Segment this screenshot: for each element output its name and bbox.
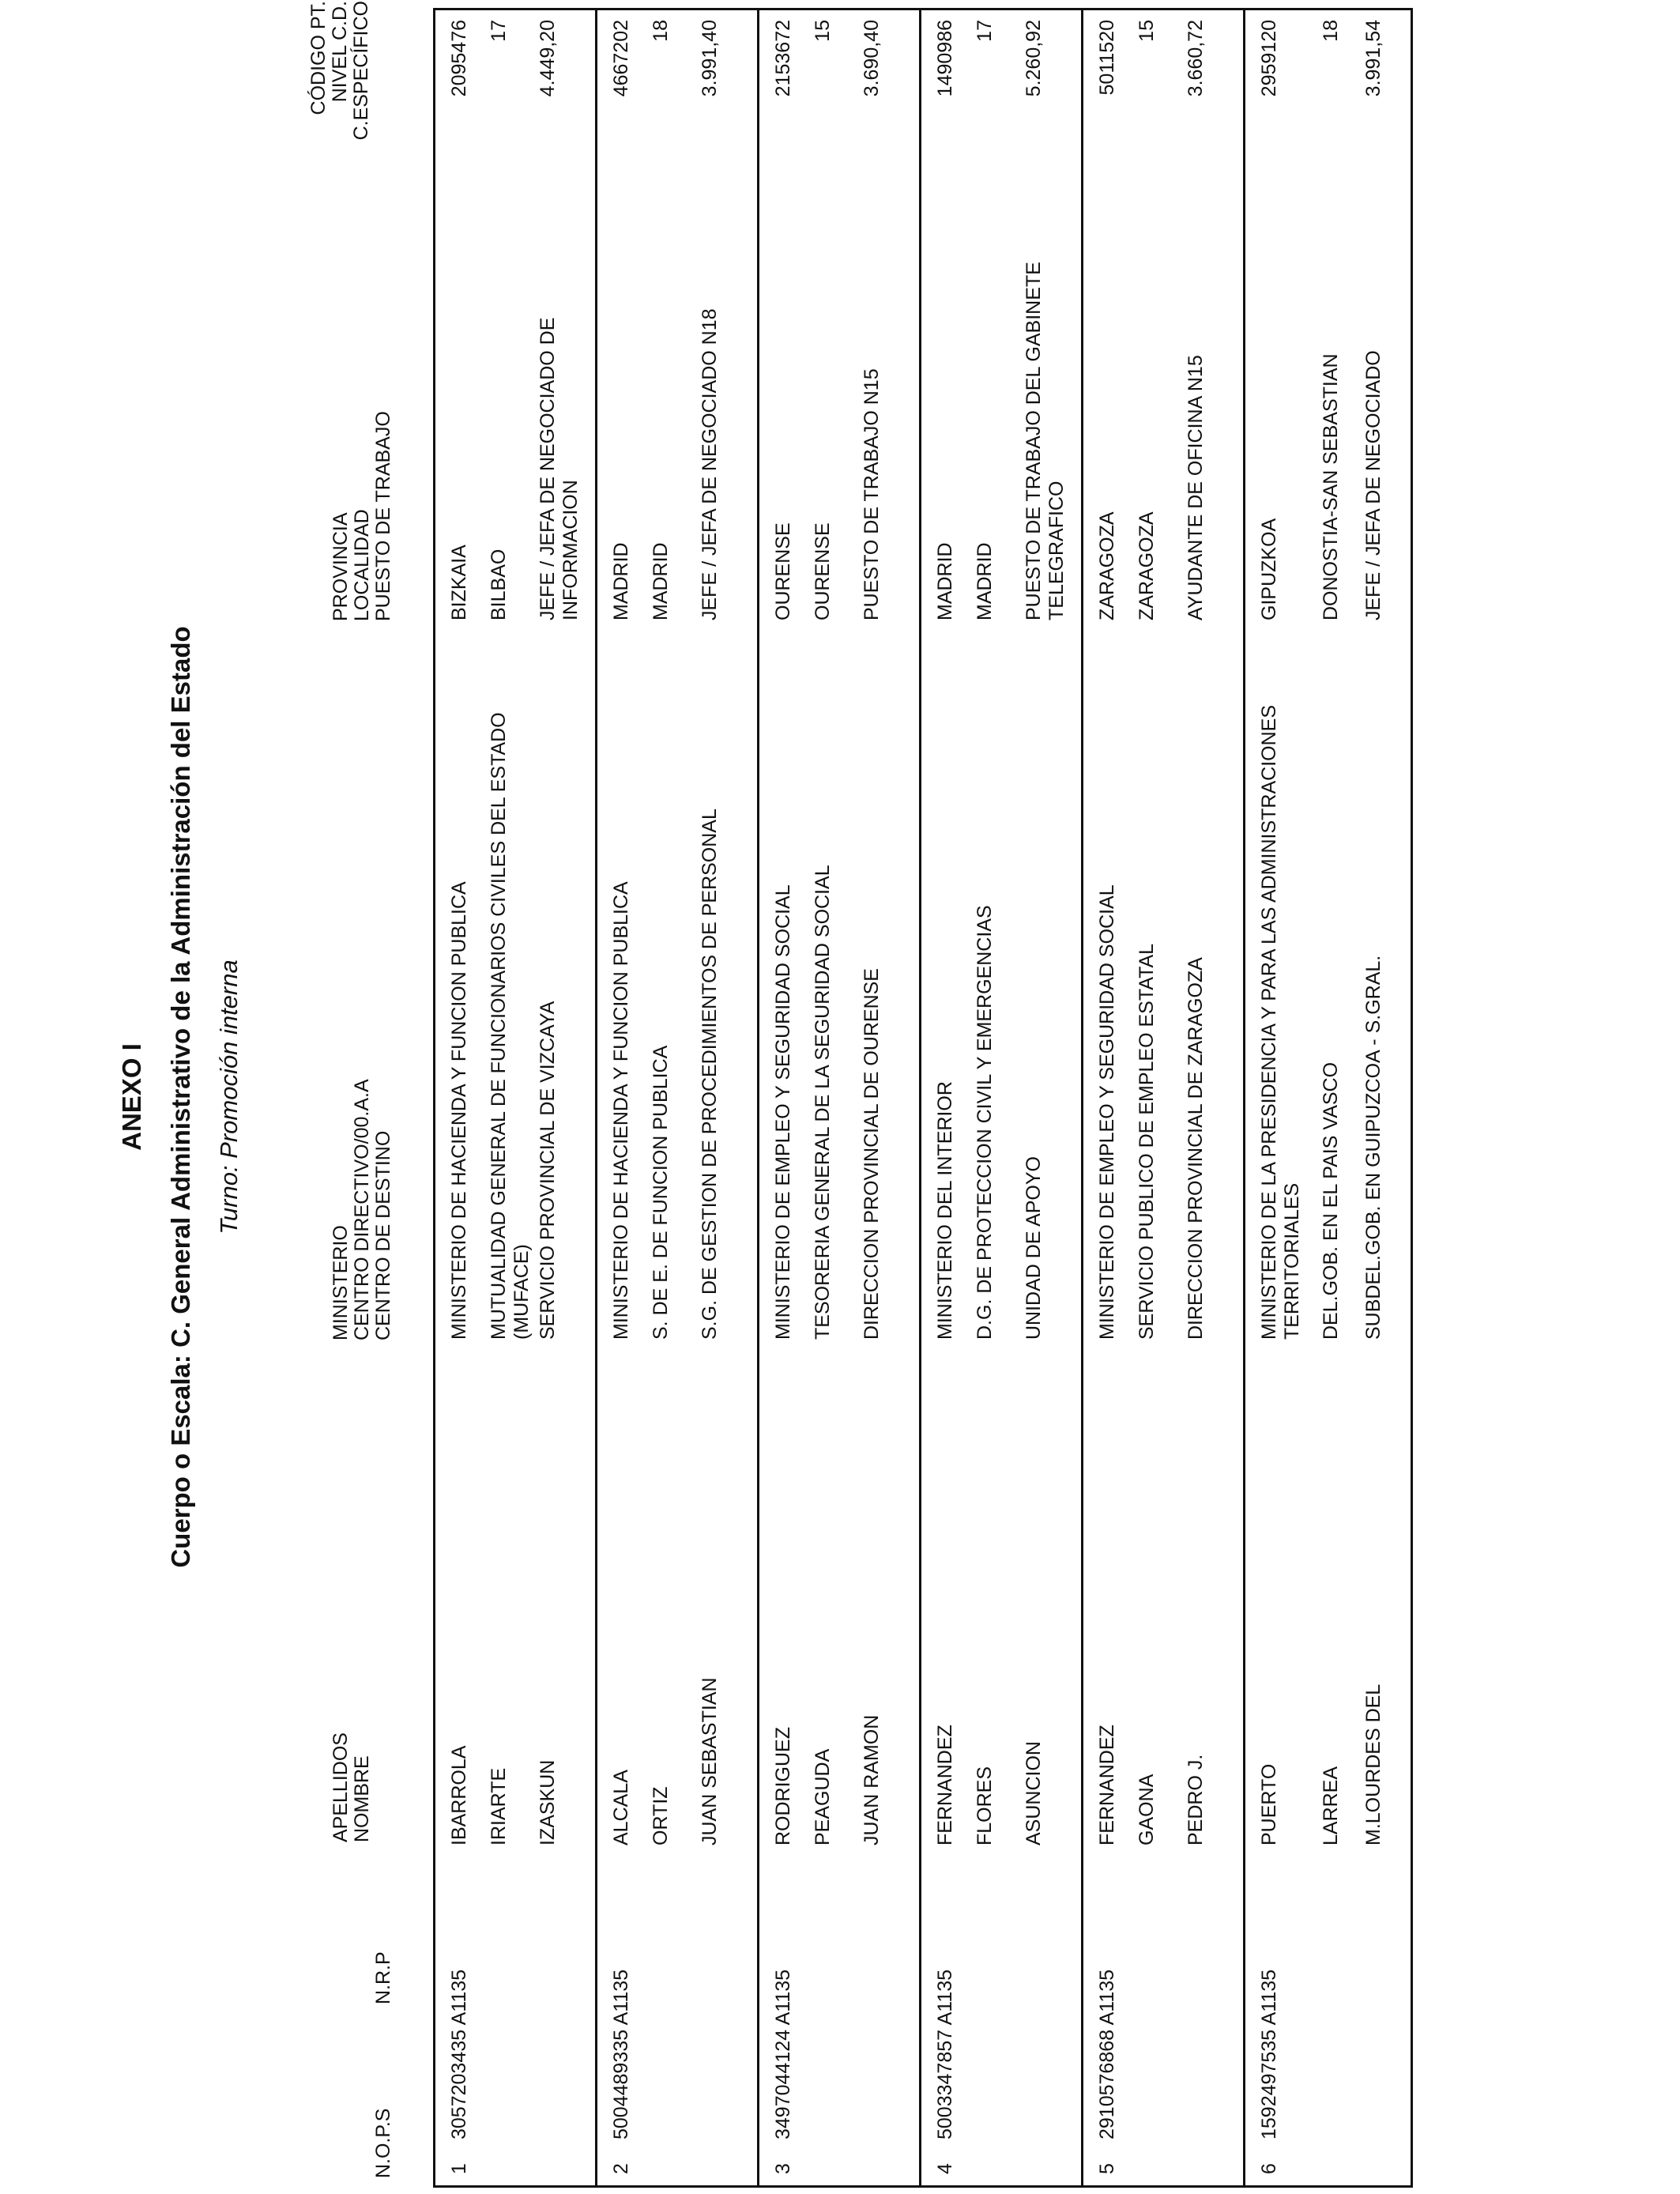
row-codigo: 2959120: [1258, 20, 1280, 97]
row-nivel: 15: [1136, 20, 1158, 42]
row-localidad: MADRID: [650, 542, 672, 620]
table-row: [597, 10, 759, 2185]
row-provincia: GIPUZKOA: [1258, 518, 1280, 620]
row-apellido2: ORTIZ: [650, 1786, 672, 1845]
row-centro-destino: DIRECCION PROVINCIAL DE ZARAGOZA: [1185, 957, 1207, 1340]
row-ministerio: MINISTERIO DE EMPLEO Y SEGURIDAD SOCIAL: [1096, 884, 1118, 1340]
row-codigo: 1490986: [934, 20, 956, 97]
row-especifico: 4.449,20: [537, 20, 559, 97]
row-centro-directivo: DEL.GOB. EN EL PAIS VASCO: [1320, 1061, 1342, 1340]
row-ministerio: MINISTERIO DE HACIENDA Y FUNCION PUBLICA: [448, 881, 470, 1340]
header-apellidos: APELLIDOS NOMBRE: [330, 1732, 373, 1842]
header-nops: N.O.P.S: [372, 2108, 394, 2178]
row-nombre: IZASKUN: [537, 1759, 559, 1845]
table-row: [435, 10, 597, 2185]
row-nombre: PEDRO J.: [1185, 1754, 1207, 1845]
row-number: 3: [772, 2163, 794, 2174]
row-apellido2: PEAGUDA: [812, 1748, 834, 1845]
row-nrp: 5003347857 A1135: [934, 1969, 956, 2139]
row-apellido2: GAONA: [1136, 1774, 1158, 1845]
row-provincia: ZARAGOZA: [1096, 511, 1118, 620]
row-nombre: M.LOURDES DEL: [1362, 1683, 1384, 1845]
row-nivel: 17: [974, 20, 996, 42]
row-localidad: ZARAGOZA: [1136, 511, 1158, 620]
row-puesto: JEFE / JEFA DE NEGOCIADO DE INFORMACION: [537, 317, 582, 620]
row-apellido1: FERNANDEZ: [934, 1725, 956, 1845]
turno-subtitle: Turno: Promoción interna: [215, 959, 243, 1235]
row-localidad: BILBAO: [488, 548, 510, 620]
row-nrp: 3057203435 A1135: [448, 1969, 470, 2139]
row-nrp: 5004489335 A1135: [610, 1969, 632, 2139]
row-provincia: OURENSE: [772, 522, 794, 620]
table-row: [759, 10, 921, 2185]
row-nivel: 17: [488, 20, 510, 42]
row-nrp: 2910576868 A1135: [1096, 1969, 1118, 2139]
row-centro-directivo: D.G. DE PROTECCION CIVIL Y EMERGENCIAS: [974, 905, 996, 1340]
row-number: 4: [934, 2163, 956, 2174]
cuerpo-title: Cuerpo o Escala: C. General Administrativo de la Administración del Estado: [166, 626, 195, 1568]
row-apellido1: ALCALA: [610, 1770, 632, 1845]
row-codigo: 2095476: [448, 20, 470, 97]
row-ministerio: MINISTERIO DE HACIENDA Y FUNCION PUBLICA: [610, 881, 632, 1340]
header-ministerio: MINISTERIO CENTRO DIRECTIVO/00.A.A CENTRO DE DESTINO: [330, 1079, 394, 1340]
row-number: 6: [1258, 2163, 1280, 2174]
row-apellido1: FERNANDEZ: [1096, 1725, 1118, 1845]
row-apellido2: FLORES: [974, 1766, 996, 1845]
row-nivel: 18: [650, 20, 672, 42]
row-puesto: JEFE / JEFA DE NEGOCIADO N18: [699, 308, 721, 620]
row-centro-destino: SUBDEL.GOB. EN GUIPUZCOA - S.GRAL.: [1362, 955, 1384, 1340]
results-table: [433, 8, 1413, 2188]
row-provincia: MADRID: [934, 542, 956, 620]
row-localidad: DONOSTIA-SAN SEBASTIAN: [1320, 353, 1342, 620]
table-row: [1245, 10, 1407, 2185]
table-row: [1083, 10, 1245, 2185]
row-nombre: ASUNCION: [1023, 1741, 1045, 1845]
row-provincia: MADRID: [610, 542, 632, 620]
row-centro-destino: UNIDAD DE APOYO: [1023, 1156, 1045, 1340]
row-centro-directivo: S. DE E. DE FUNCION PUBLICA: [650, 1045, 672, 1340]
row-nivel: 18: [1320, 20, 1342, 42]
row-apellido1: PUERTO: [1258, 1763, 1280, 1845]
header-provincia: PROVINCIA LOCALIDAD PUESTO DE TRABAJO: [330, 411, 394, 621]
row-apellido1: RODRIGUEZ: [772, 1727, 794, 1845]
row-apellido1: IBARROLA: [448, 1745, 470, 1845]
row-especifico: 3.660,72: [1185, 20, 1207, 97]
row-nrp: 3497044124 A1135: [772, 1969, 794, 2139]
row-ministerio: MINISTERIO DE LA PRESIDENCIA Y PARA LAS ADMINISTRACIONES TERRITORIALES: [1258, 704, 1303, 1340]
row-puesto: PUESTO DE TRABAJO N15: [861, 368, 883, 620]
row-nivel: 15: [812, 20, 834, 42]
row-ministerio: MINISTERIO DEL INTERIOR: [934, 1081, 956, 1340]
row-especifico: 5.260,92: [1023, 20, 1045, 97]
row-ministerio: MINISTERIO DE EMPLEO Y SEGURIDAD SOCIAL: [772, 884, 794, 1340]
row-centro-directivo: TESORERIA GENERAL DE LA SEGURIDAD SOCIAL: [812, 865, 834, 1340]
row-puesto: JEFE / JEFA DE NEGOCIADO: [1362, 350, 1384, 620]
row-puesto: PUESTO DE TRABAJO DEL GABINETE TELEGRAFICO: [1023, 262, 1068, 620]
row-especifico: 3.690,40: [861, 20, 883, 97]
row-number: 2: [610, 2163, 632, 2174]
row-centro-destino: S.G. DE GESTION DE PROCEDIMIENTOS DE PERSONAL: [699, 809, 721, 1340]
row-codigo: 2153672: [772, 20, 794, 97]
row-nombre: JUAN SEBASTIAN: [699, 1677, 721, 1845]
row-centro-directivo: MUTUALIDAD GENERAL DE FUNCIONARIOS CIVILES DEL ESTADO (MUFACE): [488, 712, 533, 1340]
row-apellido2: LARREA: [1320, 1766, 1342, 1845]
row-localidad: OURENSE: [812, 522, 834, 620]
header-nrp: N.R.P: [372, 1951, 394, 2004]
row-puesto: AYUDANTE DE OFICINA N15: [1185, 355, 1207, 620]
row-especifico: 3.991,40: [699, 20, 721, 97]
annex-title: ANEXO I: [117, 1043, 146, 1151]
row-number: 5: [1096, 2163, 1118, 2174]
row-provincia: BIZKAIA: [448, 545, 470, 620]
row-centro-destino: SERVICIO PROVINCIAL DE VIZCAYA: [537, 1001, 559, 1340]
header-codigo: CÓDIGO PT. NIVEL C.D. C.ESPECÍFICO: [307, 1, 372, 141]
row-nrp: 1592497535 A1135: [1258, 1969, 1280, 2139]
row-centro-directivo: SERVICIO PUBLICO DE EMPLEO ESTATAL: [1136, 943, 1158, 1340]
row-codigo: 5011520: [1096, 20, 1118, 96]
row-especifico: 3.991,54: [1362, 20, 1384, 97]
row-nombre: JUAN RAMON: [861, 1714, 883, 1845]
row-codigo: 4667202: [610, 20, 632, 97]
table-row: [921, 10, 1083, 2185]
row-localidad: MADRID: [974, 542, 996, 620]
row-number: 1: [448, 2163, 470, 2174]
row-apellido2: IRIARTE: [488, 1767, 510, 1845]
row-centro-destino: DIRECCION PROVINCIAL DE OURENSE: [861, 968, 883, 1340]
